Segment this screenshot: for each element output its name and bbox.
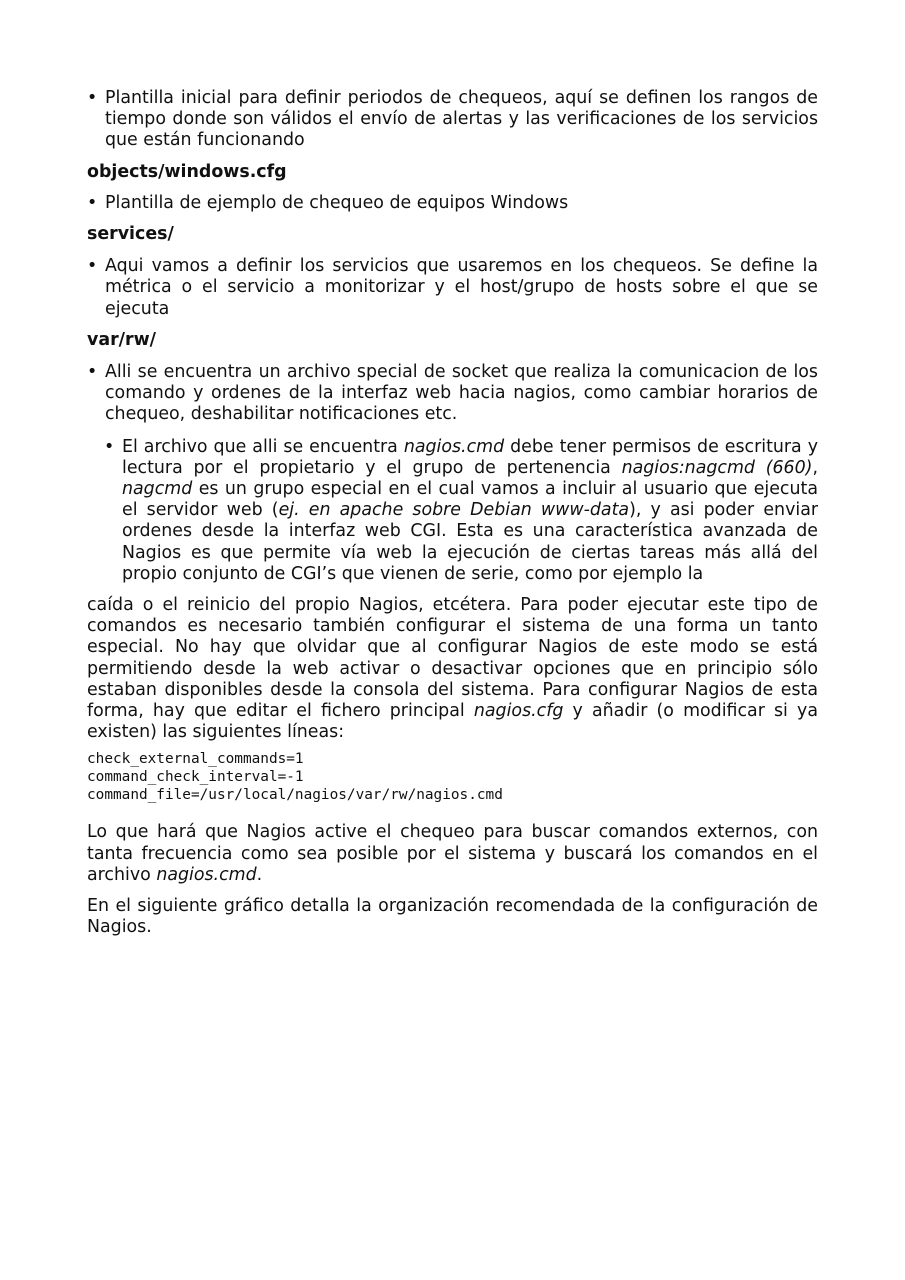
subbullet-nagios-cmd: • El archivo que alli se encuentra nagios.cmd debe tener permisos de escritura y lectura por el propietario y el grupo de pertenencia nagios:nagcmd (660), nagcmd es un grupo especial en el cual vamos a incluir al usuario que ejecuta el servidor web (ej. en apache sobre Debian www-data), y asi poder enviar ordenes desde la interfaz web CGI. Esta es una característica avanzada de Nagios es que permite vía web la ejecución de ciertas tareas más allá del propio conjunto de CGI’s que vienen de serie, como por ejemplo la — [104, 436, 819, 584]
code-line: command_check_interval=-1 — [87, 769, 304, 786]
code-line: command_file=/usr/local/nagios/var/rw/nagios.cmd — [87, 787, 503, 804]
bullet-timeperiods: • Plantilla inicial para definir periodos de chequeos, aquí se definen los rangos de tiempo donde son válidos el envío de alertas y las verificaciones de los servicios que están funcionando — [87, 88, 818, 151]
bullet-dot: • — [87, 88, 98, 108]
bullet-windows: • Plantilla de ejemplo de chequeo de equipos Windows — [87, 192, 569, 213]
paragraph-result: Lo que hará que Nagios active el chequeo para buscar comandos externos, con tanta frecuencia como sea posible por el sistema y buscará los comandos en el archivo nagios.cmd. — [87, 822, 818, 885]
bullet-dot: • — [104, 436, 115, 457]
paragraph-external-commands: caída o el reinicio del propio Nagios, etcétera. Para poder ejecutar este tipo de comandos es necesario también configurar el sistema de una forma un tanto especial. No hay que olvidar que al configurar Nagios de este modo se está permitiendo desde la web activar o desactivar opciones que en principio sólo estaban disponibles desde la consola del sistema. Para configurar Nagios de esta forma, hay que editar el fichero principal nagios.cfg y añadir (o modificar si ya existen) las siguientes líneas: — [87, 595, 818, 743]
heading-services: services/ — [87, 224, 174, 245]
heading-windows-cfg: objects/windows.cfg — [87, 161, 287, 182]
code-block — [87, 750, 818, 804]
paragraph-graphic-intro: En el siguiente gráfico detalla la organización recomendada de la configuración de Nagios. — [87, 896, 818, 938]
document-page — [87, 88, 818, 939]
bullet-var-rw: • Alli se encuentra un archivo special de socket que realiza la comunicacion de los comando y ordenes de la interfaz web hacia nagios, como cambiar horarios de chequeo, deshabilitar notificaciones etc. — [87, 362, 818, 425]
bullet-dot: • — [87, 192, 98, 213]
bullet-dot: • — [87, 256, 98, 277]
heading-var-rw: var/rw/ — [87, 329, 156, 350]
code-line: check_external_commands=1 — [87, 751, 304, 768]
bullet-dot: • — [87, 362, 98, 383]
bullet-services: • Aqui vamos a definir los servicios que usaremos en los chequeos. Se define la métrica o el servicio a monitorizar y el host/grupo de hosts sobre el que se ejecuta — [87, 256, 818, 319]
